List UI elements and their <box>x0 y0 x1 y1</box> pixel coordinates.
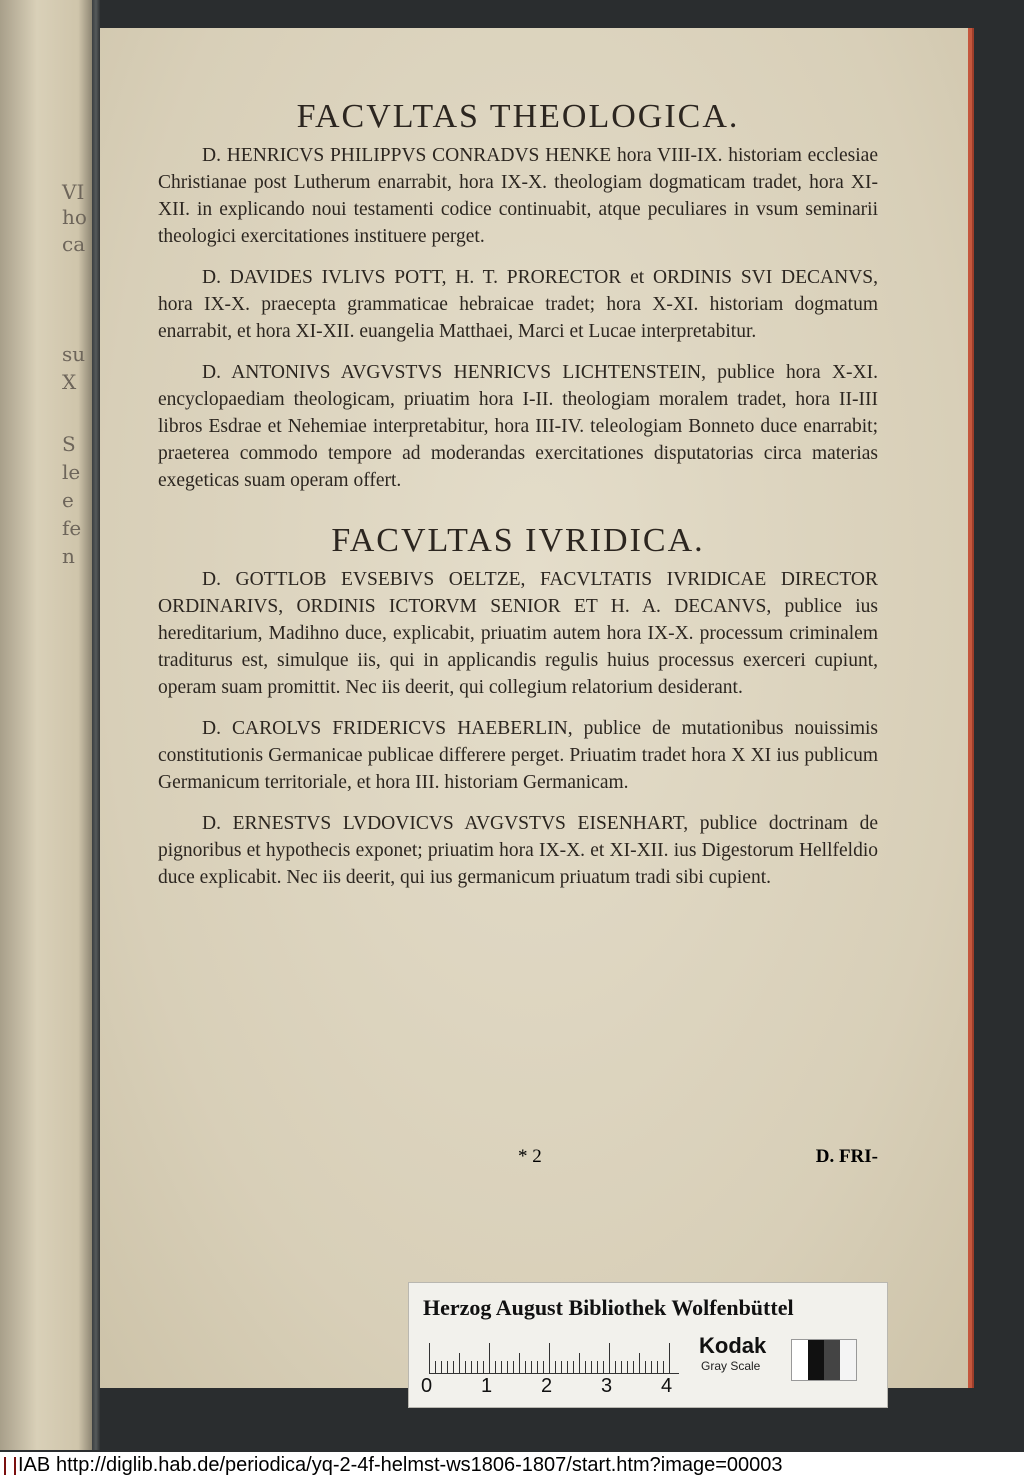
url-bar <box>0 1452 1024 1479</box>
url-prefix <box>4 1452 56 1479</box>
facing-page-fragment: e <box>62 488 74 512</box>
scale-tick <box>633 1361 634 1373</box>
gray-swatches <box>791 1339 857 1381</box>
facing-page-fragment: ho <box>62 205 87 229</box>
scale-tick <box>447 1361 448 1373</box>
paragraph-henke: D. HENRICVS PHILIPPVS CONRADVS HENKE hora VIII-IX. historiam ecclesiae Christianae post Lutherum enarrabit, hora IX-X. theologiam dogmaticam tradet, hora XI-XII. in explicando noui testamenti codice continuabit, atque peculiares in vsum seminarii theologici exercitationes instituere perget. <box>158 145 878 247</box>
book-gutter <box>92 0 100 1450</box>
scale-tick <box>537 1361 538 1373</box>
url-text[interactable]: http://diglib.hab.de/periodica/yq-2-4f-helmst-ws1806-1807/start.htm?image=00003 <box>56 1454 783 1476</box>
scale-tick <box>435 1361 436 1373</box>
heading-theology: FACVLTAS THEOLOGICA. <box>296 98 740 135</box>
scale-tick <box>489 1343 490 1373</box>
url-prefix-text: IAB <box>18 1454 51 1476</box>
scale-tick <box>597 1361 598 1373</box>
facing-page-fragment: S <box>62 432 76 456</box>
scale-tick <box>639 1353 640 1373</box>
scale-tick <box>621 1361 622 1373</box>
scale-tick <box>663 1361 664 1373</box>
facing-page-fragment: fe <box>62 516 82 540</box>
library-color-card <box>408 1282 888 1408</box>
scale-tick <box>453 1361 454 1373</box>
scale-tick <box>471 1361 472 1373</box>
scale-number: 2 <box>541 1375 553 1397</box>
scale-number: 0 <box>421 1375 433 1397</box>
swatch <box>792 1340 808 1380</box>
centimeter-scale <box>429 1341 679 1374</box>
scale-tick <box>459 1353 460 1373</box>
scale-tick <box>603 1361 604 1373</box>
scale-tick <box>567 1361 568 1373</box>
library-name: Herzog August Bibliothek Wolfenbüttel <box>423 1295 794 1320</box>
scale-tick <box>513 1361 514 1373</box>
paragraph-haeberlin: D. CAROLVS FRIDERICVS HAEBERLIN, publice de mutationibus nouissimis constitutionis Germanicae publicae differere perget. Priuatim tradet hora X XI ius publicum Germanicum territoriale, et hora III. historiam Germanicam. <box>158 718 878 793</box>
paragraph-oeltze: D. GOTTLOB EVSEBIVS OELTZE, FACVLTATIS IVRIDICAE DIRECTOR ORDINARIVS, ORDINIS ICTORVM SENIOR ET H. A. DECANVS, publice ius hereditarium, Madihno duce, explicabit, priuatim autem hora IX-X. processum criminalem traditurus est, simulque iis, qui in applicandis regulis huius processus exerceri cupiunt, operam suam promittit. Nec iis deerit, qui collegium relatorium desiderant. <box>158 569 878 698</box>
paragraph-pott: D. DAVIDES IVLIVS POTT, H. T. PRORECTOR et ORDINIS SVI DECANVS, hora IX-X. praecepta grammaticae hebraicae tradet; hora X-XI. historiam dogmatum enarrabit, et hora XI-XII. euangelia Matthaei, Marci et Lucae interpretabitur. <box>158 267 878 342</box>
paragraph-eisenhart: D. ERNESTVS LVDOVICVS AVGVSTVS EISENHART, publice doctrinam de pignoribus et hypothecis exponet; priuatim hora IX-X. et XI-XII. ius Digestorum Hellfeldio duce explicabit. Nec iis deerit, qui ius germanicum priuatum tradi sibi cupient. <box>158 813 878 888</box>
scale-tick <box>627 1361 628 1373</box>
scale-tick <box>441 1361 442 1373</box>
scale-number: 1 <box>481 1375 493 1397</box>
scale-tick <box>561 1361 562 1373</box>
scale-tick <box>549 1343 550 1373</box>
scale-tick <box>615 1361 616 1373</box>
scale-tick <box>651 1361 652 1373</box>
scanned-page <box>100 28 968 1388</box>
heading-law: FACVLTAS IVRIDICA. <box>331 522 705 559</box>
facing-page-fragment: n <box>62 544 75 568</box>
facing-page-fragment: X <box>62 370 77 394</box>
scale-tick <box>609 1343 610 1373</box>
signature-mark: * 2 <box>518 1146 542 1167</box>
scale-tick <box>591 1361 592 1373</box>
facing-page-fragment: le <box>62 460 81 484</box>
scale-tick <box>579 1353 580 1373</box>
facing-page-edge <box>0 0 94 1450</box>
page-text <box>158 98 878 891</box>
scale-tick <box>531 1361 532 1373</box>
scale-tick <box>669 1343 670 1373</box>
catchword: D. FRI- <box>815 1146 878 1167</box>
swatch <box>824 1340 840 1380</box>
scale-tick <box>645 1361 646 1373</box>
facing-page-fragment: su <box>62 342 86 366</box>
facing-page-fragment: ca <box>62 232 86 256</box>
scale-tick <box>429 1343 430 1373</box>
barcode-icon <box>4 1457 16 1475</box>
facing-page-fragment: VI <box>62 180 85 204</box>
scale-tick <box>525 1361 526 1373</box>
scale-tick <box>555 1361 556 1373</box>
swatch <box>808 1340 824 1380</box>
scale-tick <box>507 1361 508 1373</box>
swatch <box>840 1340 856 1380</box>
scale-number: 4 <box>661 1375 673 1397</box>
scale-tick <box>657 1361 658 1373</box>
scale-tick <box>465 1361 466 1373</box>
scale-tick <box>573 1361 574 1373</box>
kodak-logo: Kodak <box>699 1333 767 1358</box>
scale-tick <box>543 1361 544 1373</box>
scale-number: 3 <box>601 1375 613 1397</box>
scale-tick <box>495 1361 496 1373</box>
scale-tick <box>501 1361 502 1373</box>
scale-tick <box>585 1361 586 1373</box>
scale-tick <box>483 1361 484 1373</box>
scale-tick <box>519 1353 520 1373</box>
paragraph-lichtenstein: D. ANTONIVS AVGVSTVS HENRICVS LICHTENSTEIN, publice hora X-XI. encyclopaediam theologicam, priuatim hora I-II. theologiam moralem tradet, hora II-III libros Esdrae et Nehemiae interpretabitur, hora III-IV. teleologiam Bonneto duce enarrabit; praeterea commodo tempore ad moderandas exercitationes disputatorias circa materias exegeticas suam operam offert. <box>158 362 878 491</box>
gray-scale-label: Gray Scale <box>701 1359 761 1373</box>
scale-tick <box>477 1361 478 1373</box>
